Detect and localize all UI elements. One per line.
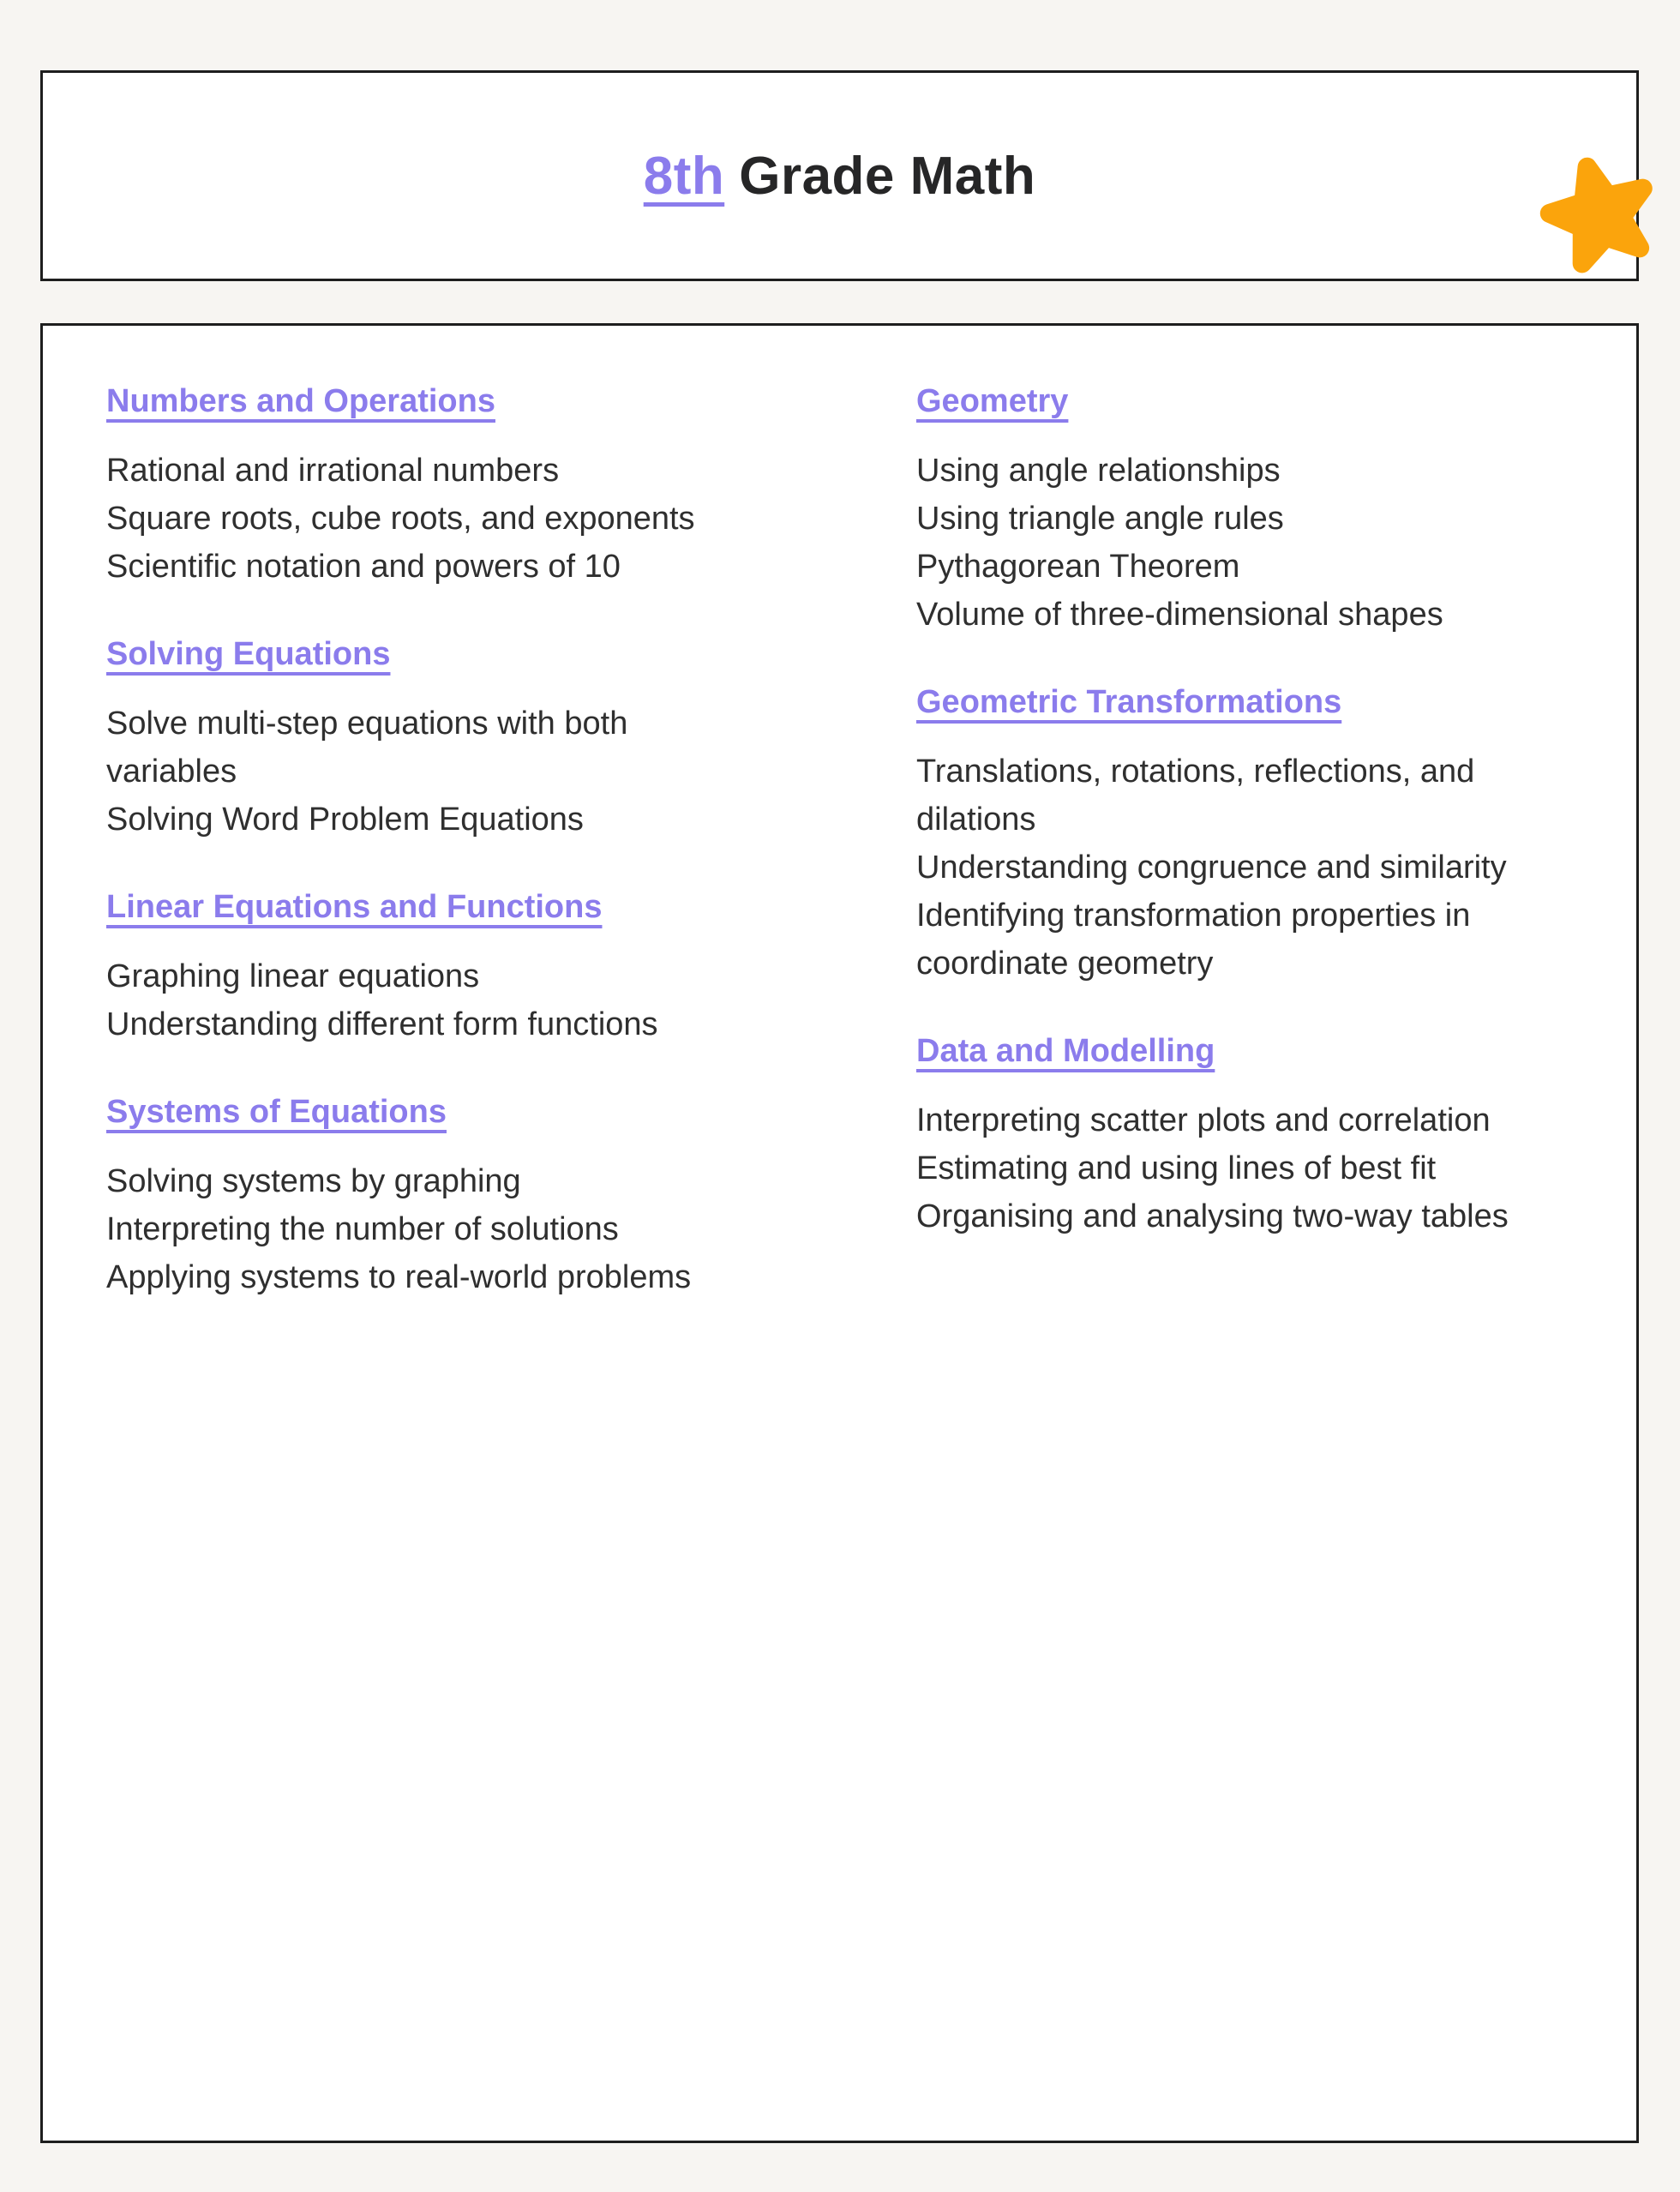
topic-line: Identifying transformation properties in (916, 898, 1471, 934)
topic-line: Interpreting the number of solutions (106, 1211, 619, 1247)
title-grade-link[interactable]: 8th (643, 146, 725, 206)
page-title (644, 146, 1036, 207)
topic-line: dilations (916, 802, 1036, 838)
topic-line: Translations, rotations, reflections, and (916, 754, 1475, 790)
topic-line: Estimating and using lines of best fit (916, 1150, 1437, 1186)
section-heading-link[interactable]: Geometric Transformations (916, 684, 1342, 720)
topic-line: Using triangle angle rules (916, 501, 1284, 537)
topic-line: variables (106, 754, 237, 790)
topic-line: Pythagorean Theorem (916, 549, 1240, 585)
section-geometric-transformations (916, 678, 1597, 988)
section-heading-link[interactable]: Linear Equations and Functions (106, 889, 603, 925)
section-heading (106, 883, 792, 931)
section-solving-equations (106, 630, 792, 844)
content-panel (40, 323, 1639, 2143)
topic-line: coordinate geometry (916, 946, 1214, 982)
topic-line: Understanding congruence and similarity (916, 850, 1507, 886)
section-heading-link[interactable]: Geometry (916, 383, 1069, 419)
column-right (916, 377, 1597, 1280)
section-heading (916, 678, 1597, 726)
topic-line: Solve multi-step equations with both (106, 706, 628, 742)
topic-line: Solving Word Problem Equations (106, 802, 584, 838)
topic-line: Graphing linear equations (106, 958, 480, 994)
title-text: Grade Math (739, 146, 1036, 206)
section-heading-link[interactable]: Data and Modelling (916, 1033, 1215, 1069)
section-heading (106, 630, 792, 678)
section-heading (106, 377, 792, 425)
section-geometry (916, 377, 1597, 639)
topic-line: Organising and analysing two-way tables (916, 1198, 1509, 1234)
content (43, 326, 1636, 1341)
topic-line: Applying systems to real-world problems (106, 1259, 692, 1295)
section-systems-of-equations (106, 1088, 792, 1301)
section-heading (106, 1088, 792, 1136)
column-left (106, 377, 792, 1341)
section-heading-link[interactable]: Numbers and Operations (106, 383, 495, 419)
topic-line: Scientific notation and powers of 10 (106, 549, 621, 585)
section-data-and-modelling (916, 1027, 1597, 1240)
section-heading-link[interactable]: Systems of Equations (106, 1094, 447, 1130)
topic-line: Solving systems by graphing (106, 1163, 521, 1199)
section-numbers-and-operations (106, 377, 792, 591)
topic-line: Understanding different form functions (106, 1006, 658, 1042)
section-heading (916, 377, 1597, 425)
section-heading-link[interactable]: Solving Equations (106, 636, 391, 672)
topic-line: Interpreting scatter plots and correlation (916, 1102, 1491, 1138)
header-panel (40, 70, 1639, 281)
topic-line: Rational and irrational numbers (106, 453, 560, 489)
topic-line: Volume of three-dimensional shapes (916, 597, 1443, 633)
section-heading (916, 1027, 1597, 1075)
section-linear-equations-and-functions (106, 883, 792, 1048)
topic-line: Using angle relationships (916, 453, 1281, 489)
topic-line: Square roots, cube roots, and exponents (106, 501, 695, 537)
